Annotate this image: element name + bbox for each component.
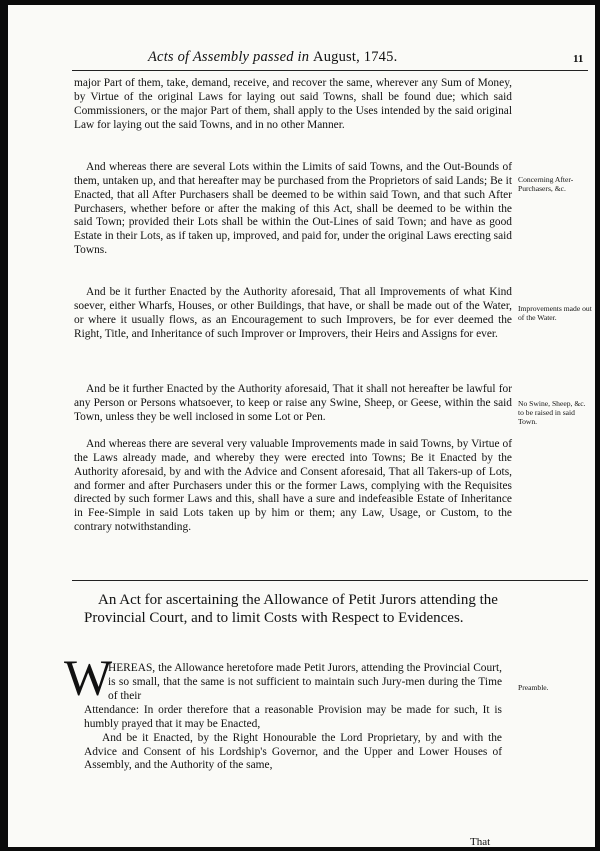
paragraph-text: major Part of them, take, demand, receive, and recover the same, wherever any Sum of Money, by Virtue of the original Laws for laying out said Towns, shall be found due; which said Commissioners, or the major Part of them, shall apply to the Uses intended by the said original Law for laying out the said Towns, and in no other Manner.: [74, 77, 512, 131]
margin-note-preamble: Preamble.: [518, 683, 549, 692]
act-title-text: An Act for ascertaining the Allowance of Petit Jurors attending the Provincial Court, and to limit Costs with Respect to Evidences.: [84, 592, 498, 626]
header-title: Acts of Assembly passed in: [148, 49, 310, 65]
enacting-clause: And be it Enacted, by the Right Honourable the Lord Proprietary, by and with the Advice and Consent of his Lordship's Governor, and the Upper and Lower Houses of Assembly, and the Authority of the same,: [84, 731, 502, 772]
paragraph-text: HEREAS, the Allowance heretofore made Petit Jurors, attending the Provincial Court, is so small, that the same is not sufficient to maintain such Jury-men during the Time of their: [108, 662, 502, 702]
paragraph-text: And be it further Enacted by the Authority aforesaid, That it shall not hereafter be lawful for any Person or Persons whatsoever, to keep or raise any Swine, Sheep, or Geese, within the said Town, unless they be well inclosed in some Lot or Pen.: [74, 383, 512, 423]
continuation-paragraph: [74, 77, 512, 132]
margin-note-swine: No Swine, Sheep, &c. to be raised in said Town.: [518, 399, 586, 426]
section-divider: [72, 580, 588, 581]
drop-cap: W: [64, 651, 113, 707]
paragraph-text: And whereas there are several Lots within the Limits of said Towns, and the Out-Bounds of them, untaken up, and that hereafter may be purchased from the Proprietors of said Lands; Be it Enacted, that all After Purchasers shall be deemed to be within said Town, and that such After Purchasers, whether before or after the making of this Act, shall be deemed to be within the said Town; provided their Lots shall be within the Out-Lines of said Town; and have as good Estate in their Lots, as if taken up, improved, and paid for, under the original Laws erecting said Towns.: [74, 161, 512, 257]
running-header: [148, 49, 397, 66]
scan-edge-left: [0, 0, 8, 851]
scan-edge-bottom: [0, 847, 600, 851]
section-improvements: [74, 286, 512, 341]
page-number: 11: [573, 53, 584, 65]
scan-edge-right: [595, 0, 600, 851]
paragraph-text: And whereas there are several very valuable Improvements made in said Towns, by Virtue of the Laws already made, and whereby they were erected into Towns; Be it Enacted by the Authority aforesaid, by and with the Advice and Consent aforesaid, That all Takers-up of Lots, and former and after Purchasers under this or the former Laws, complying with the Requisites directed by such former Laws and this, shall have a sure and indefeasible Estate of Inheritance in Fee-Simple in said Lots taken up by him or them; any Law, Usage, or Custom, to the contrary notwithstanding.: [74, 438, 512, 534]
margin-note-after-purchasers: Concerning After-Purchasers, &c.: [518, 175, 574, 193]
paragraph-text: And be it further Enacted by the Authority aforesaid, That all Improvements of what Kind soever, either Wharfs, Houses, or other Buildings, that have, or shall be made out of the Water, or where it usually flows, as an Encouragement to such Improvers, be for ever deemed the Right, Title, and Inheritance of such Improver or Improvers, their Heirs and Assigns for ever.: [74, 286, 512, 340]
section-valuable-improvements: [74, 438, 512, 535]
paragraph-text: Attendance: In order therefore that a reasonable Provision may be made for such, It is humbly prayed that it may be Enacted,: [84, 704, 502, 730]
margin-note-improvements: Improvements made out of the Water.: [518, 304, 592, 322]
preamble-opening: [108, 662, 502, 704]
catchword: That: [470, 836, 491, 848]
scan-edge-top: [0, 0, 600, 5]
header-date: August, 1745.: [313, 49, 398, 65]
preamble-continued: [84, 704, 502, 773]
header-rule: [72, 70, 588, 71]
section-swine: [74, 383, 512, 425]
act-title: [84, 592, 502, 627]
section-after-purchasers: [74, 161, 512, 258]
